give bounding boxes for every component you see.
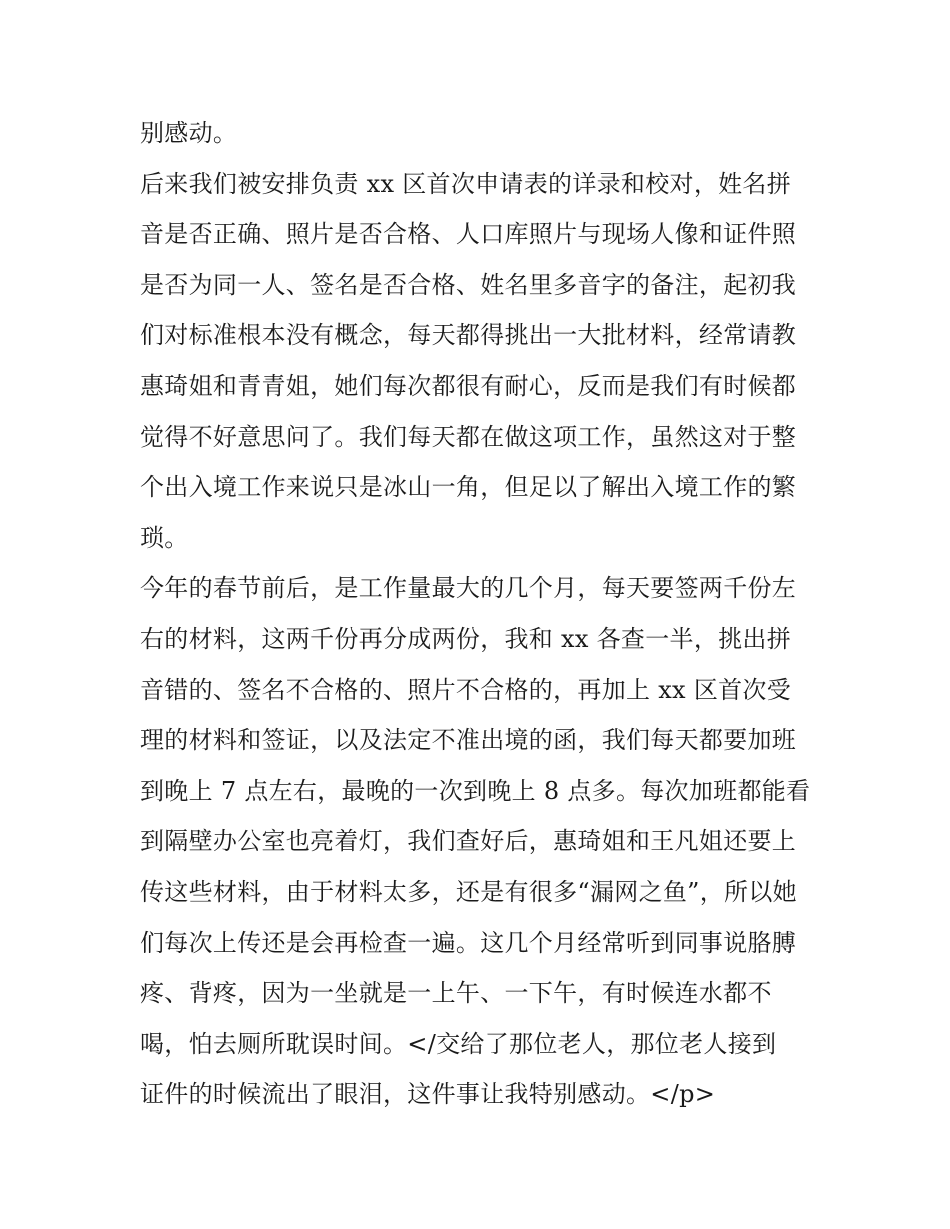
text-line: 琐。	[140, 523, 189, 552]
text-line: 理的材料和签证，以及法定不准出境的函，我们每天都要加班	[140, 726, 797, 755]
text-line: 音错的、签名不合格的、照片不合格的，再加上 xx 区首次受	[140, 675, 792, 704]
text-line: 到隔壁办公室也亮着灯，我们查好后，惠琦姐和王凡姐还要上	[140, 827, 797, 856]
text-line: 今年的春节前后，是工作量最大的几个月，每天要签两千份左	[140, 574, 797, 603]
text-line: 个出入境工作来说只是冰山一角，但足以了解出入境工作的繁	[140, 473, 797, 502]
text-line: 惠琦姐和青青姐，她们每次都很有耐心，反而是我们有时候都	[140, 371, 797, 400]
text-line: 传这些材料，由于材料太多，还是有很多“漏网之鱼”，所以她	[140, 877, 797, 906]
text-line: 别感动。	[140, 119, 238, 147]
text-line: 们每次上传还是会再检查一遍。这几个月经常听到同事说胳膊	[140, 928, 797, 957]
text-line: 们对标准根本没有概念，每天都得挑出一大批材料，经常请教	[140, 321, 797, 350]
text-line: 是否为同一人、签名是否合格、姓名里多音字的备注，起初我	[140, 270, 797, 299]
text-line: 到晚上 7 点左右，最晚的一次到晚上 8 点多。每次加班都能看	[140, 776, 811, 805]
text-line: 证件的时候流出了眼泪，这件事让我特别感动。</p>	[140, 1080, 716, 1109]
text-line: 觉得不好意思问了。我们每天都在做这项工作，虽然这对于整	[140, 422, 797, 451]
text-line: 喝，怕去厕所耽误时间。</交给了那位老人，那位老人接到	[140, 1029, 777, 1058]
text-line: 右的材料，这两千份再分成两份，我和 xx 各查一半，挑出拼	[140, 624, 792, 653]
text-line: 后来我们被安排负责 xx 区首次申请表的详录和校对，姓名拼	[140, 169, 792, 198]
text-line: 音是否正确、照片是否合格、人口库照片与现场人像和证件照	[140, 220, 797, 249]
text-line: 疼、背疼，因为一坐就是一上午、一下午，有时候连水都不	[140, 979, 772, 1008]
body-text	[140, 108, 820, 1120]
